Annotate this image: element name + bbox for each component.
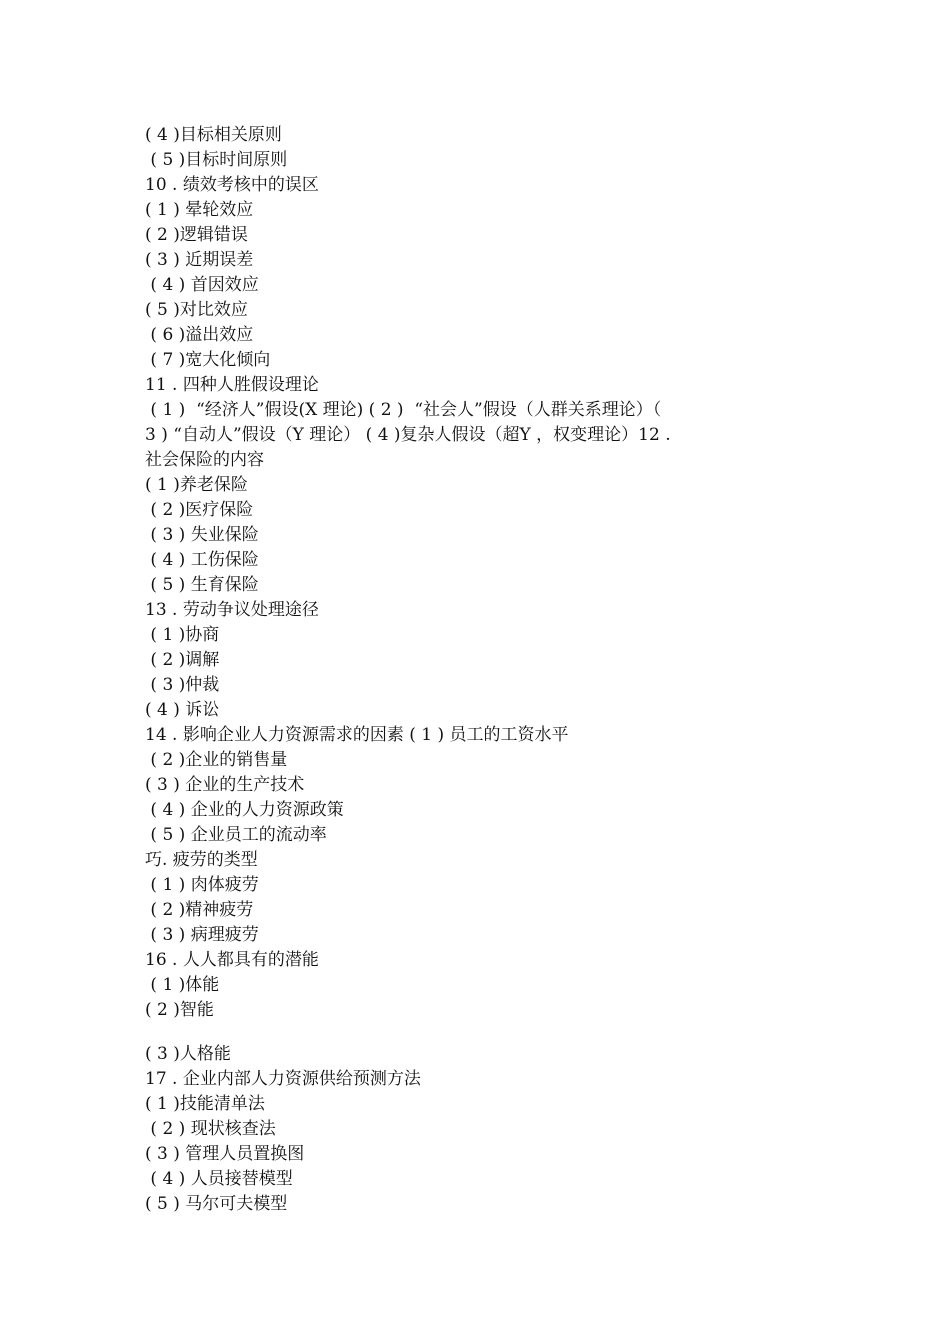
- document-body: [145, 123, 805, 1217]
- text-line: ( 1 )体能: [145, 975, 220, 995]
- text-line: ( 2 )医疗保险: [145, 500, 254, 520]
- text-line: ( 2 )智能: [145, 1000, 214, 1020]
- text-line: ( 2 )企业的销售量: [145, 750, 288, 770]
- text-line: ( 5 )目标时间原则: [145, 150, 288, 170]
- text-line: ( 2 ) 现状核查法: [145, 1119, 276, 1139]
- text-line: ( 6 )溢出效应: [145, 325, 254, 345]
- section-heading: 13 . 劳动争议处理途径: [145, 600, 319, 620]
- text-line: ( 3 ) 失业保险: [145, 525, 259, 545]
- text-line: ( 2 )调解: [145, 650, 220, 670]
- text-line: ( 1 ) 肉体疲劳: [145, 875, 259, 895]
- text-line: ( 5 ) 马尔可夫模型: [145, 1194, 288, 1214]
- text-line: ( 4 )目标相关原则: [145, 125, 282, 145]
- text-line: ( 4 ) 首因效应: [145, 275, 259, 295]
- text-line: ( 3 ) 病理疲劳: [145, 925, 259, 945]
- paragraph-gap: [145, 1023, 805, 1042]
- text-line: ( 1 ) 晕轮效应: [145, 200, 254, 220]
- text-line: ( 2 )精神疲劳: [145, 900, 254, 920]
- text-line: ( 5 )对比效应: [145, 300, 248, 320]
- text-line: ( 3 ) 管理人员置换图: [145, 1144, 305, 1164]
- text-line: ( 2 )逻辑错误: [145, 225, 248, 245]
- text-line: 3 ) “自动人”假设（Y 理论） ( 4 )复杂人假设（超Y ，权变理论）12 .: [145, 425, 671, 445]
- text-line: ( 7 )宽大化倾向: [145, 350, 271, 370]
- text-line: ( 3 ) 企业的生产技术: [145, 775, 305, 795]
- text-line: ( 1 )技能清单法: [145, 1094, 265, 1114]
- text-line: ( 5 ) 企业员工的流动率: [145, 825, 327, 845]
- section-heading: 17 . 企业内部人力资源供给预测方法: [145, 1069, 421, 1089]
- text-line: ( 4 ) 人员接替模型: [145, 1169, 293, 1189]
- section-heading: 11 . 四种人胜假设理论: [145, 375, 319, 395]
- text-line: ( 3 )人格能: [145, 1044, 231, 1064]
- text-line: ( 4 ) 诉讼: [145, 700, 220, 720]
- text-line: ( 3 ) 近期误差: [145, 250, 254, 270]
- text-line: ( 4 ) 企业的人力资源政策: [145, 800, 344, 820]
- section-heading: 10 . 绩效考核中的误区: [145, 175, 319, 195]
- section-heading: 16 . 人人都具有的潜能: [145, 950, 319, 970]
- text-line: ( 1 )协商: [145, 625, 220, 645]
- text-line: ( 1 )养老保险: [145, 475, 248, 495]
- text-line: ( 1 ) “经济人”假设(X 理论) ( 2 ) “社会人”假设（人群关系理论）（: [145, 400, 662, 420]
- text-line: ( 4 ) 工伤保险: [145, 550, 259, 570]
- text-line: ( 5 ) 生育保险: [145, 575, 259, 595]
- section-heading: 巧. 疲劳的类型: [145, 850, 258, 870]
- text-line: ( 3 )仲裁: [145, 675, 220, 695]
- section-heading: 14 . 影响企业人力资源需求的因素 ( 1 ) 员工的工资水平: [145, 725, 569, 745]
- section-heading: 社会保险的内容: [145, 450, 264, 470]
